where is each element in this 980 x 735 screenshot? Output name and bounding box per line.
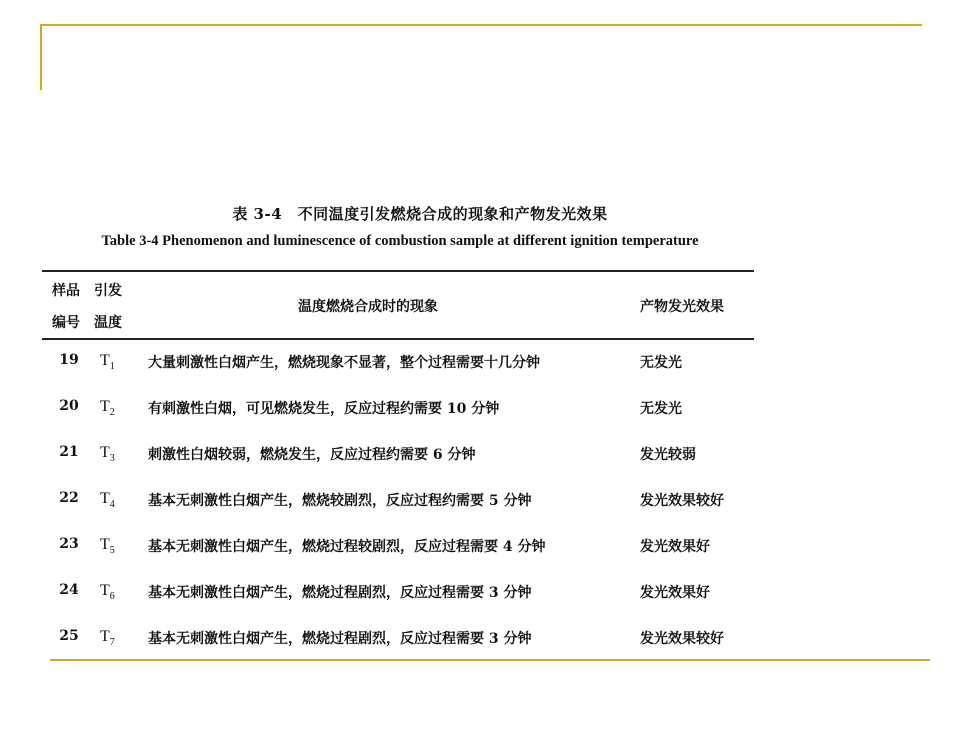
phenomenon-text: 基本无刺激性白烟产生，燃烧过程剧烈，反应过程需要 3 分钟 (148, 585, 532, 601)
table-header-rule (42, 338, 754, 340)
temperature-subscript: 3 (109, 453, 115, 465)
table-top-rule (42, 270, 754, 272)
temperature-symbol: T (100, 444, 110, 461)
table-row (0, 628, 980, 652)
sample-id: 25 (59, 628, 79, 644)
luminescence-effect: 发光效果较好 (640, 493, 724, 509)
luminescence-effect: 无发光 (640, 355, 682, 371)
temperature-subscript: 7 (109, 637, 115, 649)
frame-top-line (40, 24, 922, 26)
sample-id: 19 (59, 352, 79, 368)
sample-id: 23 (59, 536, 79, 552)
table-row (0, 352, 980, 376)
luminescence-effect: 发光效果好 (640, 539, 710, 555)
ignition-temperature (100, 582, 115, 602)
temperature-subscript: 1 (109, 361, 115, 373)
luminescence-effect: 无发光 (640, 401, 682, 417)
temperature-symbol: T (100, 398, 110, 415)
phenomenon-text: 基本无刺激性白烟产生，燃烧过程剧烈，反应过程需要 3 分钟 (148, 631, 532, 647)
luminescence-effect: 发光较弱 (640, 447, 696, 463)
temperature-subscript: 6 (109, 591, 115, 603)
table-row (0, 444, 980, 468)
phenomenon-text: 刺激性白烟较弱，燃烧发生，反应过程约需要 6 分钟 (148, 447, 476, 463)
temperature-symbol: T (100, 490, 110, 507)
header-sample-line1: 样品 (52, 283, 80, 299)
ignition-temperature (100, 352, 115, 372)
ignition-temperature (100, 536, 115, 556)
phenomenon-text: 基本无刺激性白烟产生，燃烧较剧烈，反应过程约需要 5 分钟 (148, 493, 532, 509)
temperature-symbol: T (100, 352, 110, 369)
table-row (0, 536, 980, 560)
table-row (0, 398, 980, 422)
temperature-subscript: 4 (109, 499, 115, 511)
ignition-temperature (100, 490, 115, 510)
table-caption-english: Table 3-4 Phenomenon and luminescence of combustion sample at different ignition temperature (101, 233, 699, 249)
temperature-symbol: T (100, 628, 110, 645)
table-caption-chinese: 表 3-4 不同温度引发燃烧合成的现象和产物发光效果 (232, 205, 608, 223)
luminescence-effect: 发光效果较好 (640, 631, 724, 647)
phenomenon-text: 大量刺激性白烟产生，燃烧现象不显著，整个过程需要十几分钟 (148, 355, 540, 371)
temperature-symbol: T (100, 582, 110, 599)
sample-id: 20 (59, 398, 79, 414)
frame-bottom-line (50, 659, 930, 661)
header-temp-line1: 引发 (94, 283, 122, 299)
luminescence-effect: 发光效果好 (640, 585, 710, 601)
sample-id: 21 (59, 444, 79, 460)
header-temp-line2: 温度 (94, 315, 122, 331)
temperature-subscript: 2 (109, 407, 115, 419)
table-row (0, 490, 980, 514)
ignition-temperature (100, 444, 115, 464)
header-effect: 产物发光效果 (640, 299, 724, 315)
frame-left-line (40, 24, 42, 90)
ignition-temperature (100, 628, 115, 648)
phenomenon-text: 基本无刺激性白烟产生，燃烧过程较剧烈，反应过程需要 4 分钟 (148, 539, 546, 555)
header-sample-line2: 编号 (52, 315, 80, 331)
phenomenon-text: 有刺激性白烟，可见燃烧发生，反应过程约需要 10 分钟 (148, 401, 500, 417)
table-row (0, 582, 980, 606)
sample-id: 22 (59, 490, 79, 506)
ignition-temperature (100, 398, 115, 418)
temperature-subscript: 5 (109, 545, 115, 557)
header-phenomenon: 温度燃烧合成时的现象 (298, 299, 438, 315)
sample-id: 24 (59, 582, 79, 598)
temperature-symbol: T (100, 536, 110, 553)
